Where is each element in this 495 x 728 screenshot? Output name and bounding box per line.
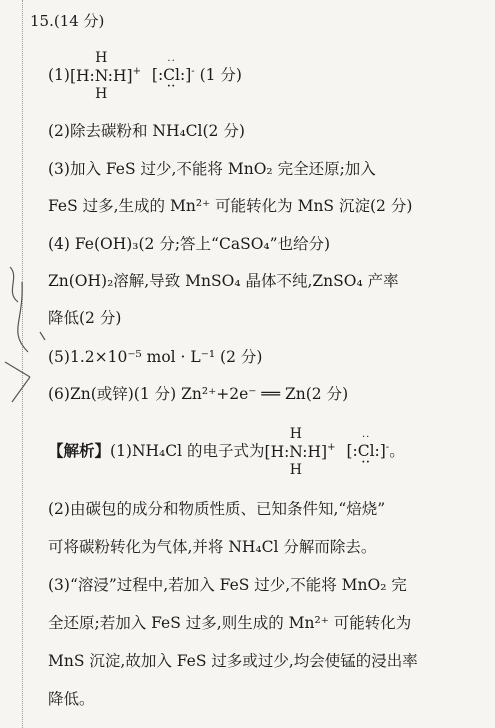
analysis-3-line-1: (3)“溶浸”过程中,若加入 FeS 过少,不能将 MnO₂ 完 (48, 576, 407, 594)
answer-1-score: (1 分) (199, 66, 242, 84)
ammonium-structure: H [H:N:H] H (69, 50, 133, 102)
answer-4-line-3: 降低(2 分) (48, 309, 122, 327)
answer-4-line-2: Zn(OH)₂溶解,导致 MnSO₄ 晶体不纯,ZnSO₄ 产率 (48, 272, 399, 290)
analysis-2-line-1: (2)由碳包的成分和物质性质、已知条件知,“焙烧” (48, 500, 386, 518)
chloride-ion-analysis: ·· [:Cl:] ·· (346, 432, 386, 468)
answer-5: (5)1.2×10⁻⁵ mol · L⁻¹ (2 分) (48, 348, 263, 366)
answer-2: (2)除去碳粉和 NH₄Cl(2 分) (48, 122, 245, 140)
analysis-1: 【解析】(1)NH₄Cl 的电子式为 H [H:N:H] H + ·· [:Cl:] ·· -。 (48, 426, 405, 478)
ammonium-structure-analysis: H [H:N:H] H (264, 426, 328, 478)
answer-6: (6)Zn(或锌)(1 分) Zn²⁺+2e⁻ ══ Zn(2 分) (48, 385, 349, 403)
analysis-tag: 【解析】 (48, 441, 111, 460)
analysis-3-line-2: 全还原;若加入 FeS 过多,则生成的 Mn²⁺ 可能转化为 (48, 614, 412, 632)
answer-4-line-1: (4) Fe(OH)₃(2 分;答上“CaSO₄”也给分) (48, 235, 331, 253)
chloride-ion: ·· [:Cl:] ·· (151, 56, 192, 92)
answer-1: (1) H [H:N:H] H + ·· [:Cl:] ·· - (1 分) (48, 50, 242, 102)
analysis-2-line-2: 可将碳粉转化为气体,并将 NH₄Cl 分解而除去。 (48, 538, 377, 556)
analysis-3-line-3: MnS 沉淀,故加入 FeS 过多或过少,均会使锰的浸出率 (48, 652, 418, 670)
analysis-3-line-4: 降低。 (48, 690, 95, 708)
margin-scribble (0, 262, 55, 412)
question-number: 15.(14 分) (30, 12, 105, 30)
answer-3-line-2: FeS 过多,生成的 Mn²⁺ 可能转化为 MnS 沉淀(2 分) (48, 197, 413, 215)
answer-3-line-1: (3)加入 FeS 过少,不能将 MnO₂ 完全还原;加入 (48, 160, 376, 178)
answer-1-prefix: (1) (48, 66, 70, 84)
